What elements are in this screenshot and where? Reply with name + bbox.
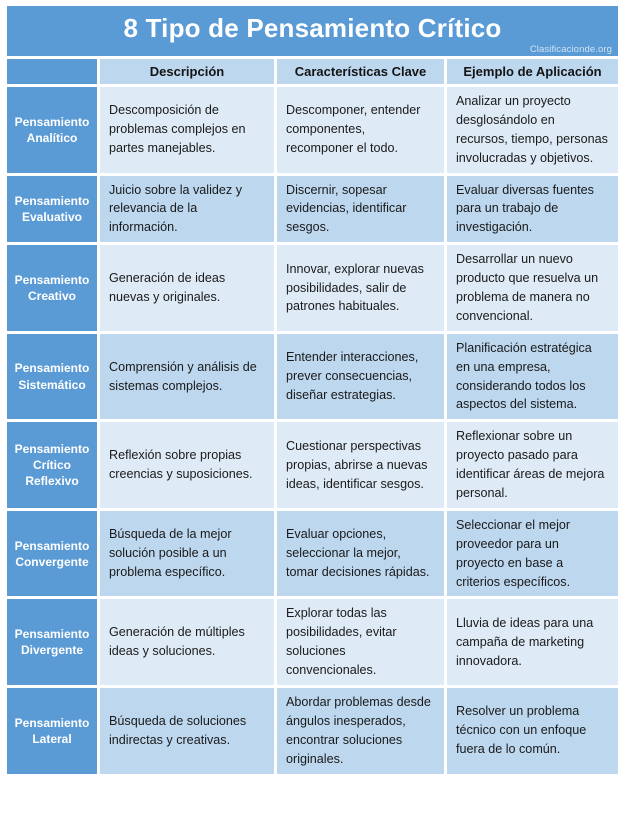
cell-ejemplo: Lluvia de ideas para una campaña de marketing innovadora. [447,596,618,685]
table-row [7,596,618,685]
page-title: 8 Tipo de Pensamiento Crítico [123,13,502,43]
cell-ejemplo: Desarrollar un nuevo producto que resuelva un problema de manera no convencional. [447,242,618,331]
title-banner [7,6,618,56]
cell-ejemplo: Reflexionar sobre un proyecto pasado para identificar áreas de mejora personal. [447,419,618,508]
column-header-descripcion: Descripción [100,56,277,84]
cell-caracteristicas: Cuestionar perspectivas propias, abrirse a nuevas ideas, identificar sesgos. [277,419,447,508]
cell-descripcion: Descomposición de problemas complejos en partes manejables. [100,84,277,173]
table-row [7,508,618,597]
column-header-label [7,56,100,84]
column-header-ejemplo: Ejemplo de Aplicación [447,56,618,84]
cell-descripcion: Comprensión y análisis de sistemas complejos. [100,331,277,420]
cell-caracteristicas: Discernir, sopesar evidencias, identificar sesgos. [277,173,447,243]
row-label: Pensamiento Lateral [7,685,100,774]
row-label: Pensamiento Evaluativo [7,173,100,243]
table-header-row [7,56,618,84]
table-row [7,242,618,331]
row-label: Pensamiento Convergente [7,508,100,597]
cell-caracteristicas: Explorar todas las posibilidades, evitar soluciones convencionales. [277,596,447,685]
row-label: Pensamiento Divergente [7,596,100,685]
cell-descripcion: Reflexión sobre propias creencias y suposiciones. [100,419,277,508]
cell-ejemplo: Seleccionar el mejor proveedor para un proyecto en base a criterios específicos. [447,508,618,597]
row-label: Pensamiento Creativo [7,242,100,331]
table-row [7,419,618,508]
cell-descripcion: Búsqueda de soluciones indirectas y creativas. [100,685,277,774]
table-body [7,84,618,774]
critical-thinking-table [7,56,618,774]
cell-caracteristicas: Descomponer, entender componentes, recomponer el todo. [277,84,447,173]
cell-ejemplo: Planificación estratégica en una empresa, considerando todos los aspectos del sistema. [447,331,618,420]
table-row [7,685,618,774]
cell-ejemplo: Evaluar diversas fuentes para un trabajo de investigación. [447,173,618,243]
cell-ejemplo: Analizar un proyecto desglosándolo en recursos, tiempo, personas involucradas y objetivos. [447,84,618,173]
cell-caracteristicas: Innovar, explorar nuevas posibilidades, salir de patrones habituales. [277,242,447,331]
table-row [7,173,618,243]
row-label: Pensamiento Crítico Reflexivo [7,419,100,508]
column-header-caracteristicas: Características Clave [277,56,447,84]
cell-descripcion: Generación de múltiples ideas y soluciones. [100,596,277,685]
cell-descripcion: Generación de ideas nuevas y originales. [100,242,277,331]
cell-caracteristicas: Evaluar opciones, seleccionar la mejor, tomar decisiones rápidas. [277,508,447,597]
row-label: Pensamiento Analítico [7,84,100,173]
watermark-source: Clasificacionde.org [529,44,612,55]
cell-descripcion: Búsqueda de la mejor solución posible a un problema específico. [100,508,277,597]
table-header [7,56,618,84]
cell-ejemplo: Resolver un problema técnico con un enfoque fuera de lo común. [447,685,618,774]
row-label: Pensamiento Sistemático [7,331,100,420]
table-row [7,331,618,420]
cell-caracteristicas: Entender interacciones, prever consecuencias, diseñar estrategias. [277,331,447,420]
table-row [7,84,618,173]
cell-descripcion: Juicio sobre la validez y relevancia de la información. [100,173,277,243]
cell-caracteristicas: Abordar problemas desde ángulos inesperados, encontrar soluciones originales. [277,685,447,774]
